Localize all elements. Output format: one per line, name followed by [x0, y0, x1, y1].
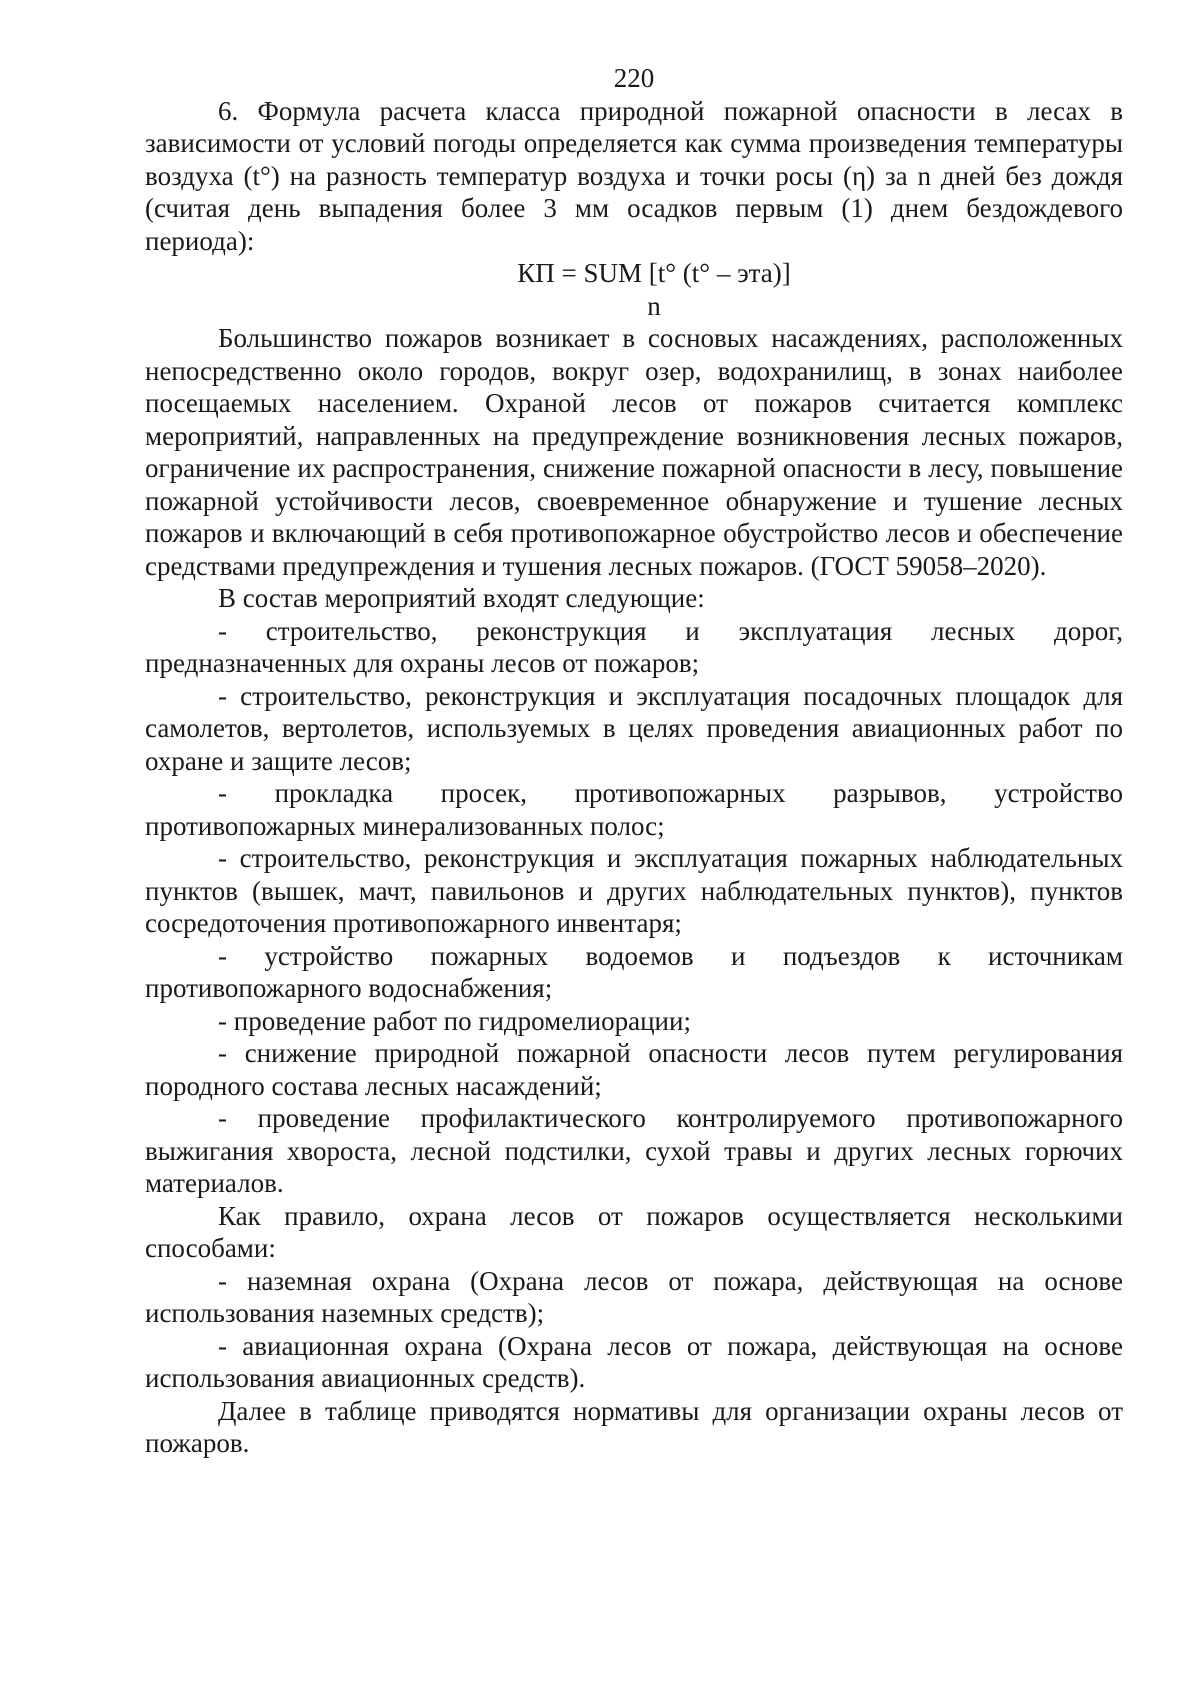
- fires-paragraph: Большинство пожаров возникает в сосновых насаждениях, расположенных непосредственно около городов, вокруг озер, водохранилищ, в зонах наиболее посещаемых населением. Охраной лесов от пожаров считается комплекс мероприятий, направленных на предупреждение возникновения лесных пожаров, ограничение их распространения, снижение пожарной опасности в лесу, повышение пожарной устойчивости лесов, своевременное обнаружение и тушение лесных пожаров и включающий в себя противопожарное обустройство лесов и обеспечение средствами предупреждения и тушения лесных пожаров. (ГОСТ 59058–2020).: [145, 323, 1123, 581]
- formula-expression: КП = SUM [t° (t° – эта)]: [517, 258, 791, 288]
- measure-item: - строительство, реконструкция и эксплуатация посадочных площадок для самолетов, вертолетов, используемых в целях проведения авиационных работ по охране и защите лесов;: [145, 680, 1123, 776]
- measure-item: - проведение профилактического контролируемого противопожарного выжигания хвороста, лесной подстилки, сухой травы и других лесных горючих материалов.: [145, 1103, 1123, 1198]
- closing-paragraph: Далее в таблице приводятся нормативы для организации охраны лесов от пожаров.: [145, 1395, 1123, 1458]
- measure-item: - устройство пожарных водоемов и подъездов к источникам противопожарного водоснабжения;: [145, 940, 1123, 1003]
- page-number: 220: [613, 63, 655, 93]
- formula-intro-paragraph: 6. Формула расчета класса природной пожарной опасности в лесах в зависимости от условий погоды определяется как сумма произведения температуры воздуха (t°) на разность температур воздуха и точки росы (η) за n дней без дождя (считая день выпадения более 3 мм осадков первым (1) днем бездождевого периода):: [145, 95, 1123, 256]
- measure-item: - строительство, реконструкция и эксплуатация лесных дорог, предназначенных для охраны лесов от пожаров;: [145, 615, 1123, 678]
- method-item: - наземная охрана (Охрана лесов от пожара, действующая на основе использования наземных средств);: [145, 1265, 1123, 1328]
- measure-item: - прокладка просек, противопожарных разрывов, устройство противопожарных минерализованных полос;: [145, 778, 1123, 841]
- formula-subscript: n: [647, 290, 661, 321]
- page-content: [145, 62, 1123, 1460]
- measures-intro: В состав мероприятий входят следующие:: [218, 583, 705, 613]
- measure-item: - строительство, реконструкция и эксплуатация пожарных наблюдательных пунктов (вышек, мачт, павильонов и других наблюдательных пунктов), пунктов сосредоточения противопожарного инвентаря;: [145, 843, 1123, 938]
- method-item: - авиационная охрана (Охрана лесов от пожара, действующая на основе использования авиационных средств).: [145, 1330, 1123, 1393]
- measure-item: - проведение работ по гидромелиорации;: [218, 1005, 691, 1036]
- methods-intro: Как правило, охрана лесов от пожаров осуществляется несколькими способами:: [145, 1200, 1123, 1263]
- measure-item: - снижение природной пожарной опасности лесов путем регулирования породного состава лесных насаждений;: [145, 1038, 1123, 1101]
